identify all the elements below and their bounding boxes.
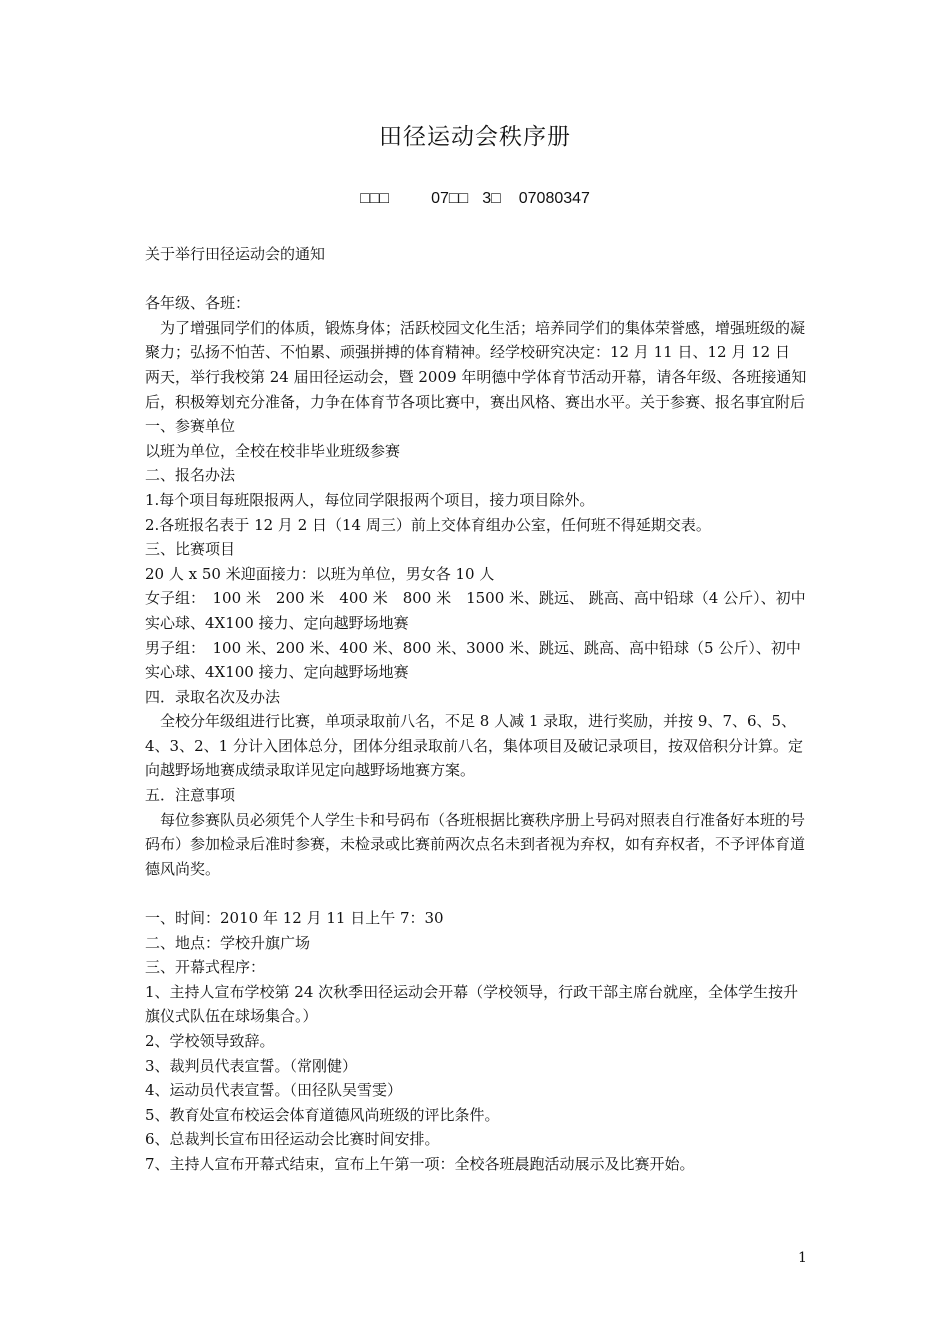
body-paragraph: 全校分年级组进行比赛，单项录取前八名，不足 8 人减 1 录取，进行奖励，并按 9、7、6、5、4、3、2、1 分计入团体总分，团体分组录取前八名，集体项目及破记录项目，按双倍积分计算。定向越野场地赛成绩录取详见定向越野场地赛方案。 <box>145 712 803 780</box>
section-heading: 四．录取名次及办法 <box>145 687 281 706</box>
author-name: □□□ <box>360 190 390 207</box>
author-class: 07□□ <box>431 190 469 207</box>
body-line: 男子组： 100 米、200 米、400 米、800 米、3000 米、跳远、跳高、高中铅球（5 公斤）、初中实心球、4X100 接力、定向越野场地赛 <box>145 638 801 682</box>
body-line: 1.每个项目每班限报两人，每位同学限报两个项目，接力项目除外。 <box>145 490 595 509</box>
ceremony-step: 6、总裁判长宣布田径运动会比赛时间安排。 <box>145 1130 440 1149</box>
body-paragraph: 每位参赛队员必须凭个人学生卡和号码布（各班根据比赛秩序册上号码对照表自行准备好本班的号码布）参加检录后准时参赛，未检录或比赛前两次点名未到者视为弃权，如有弃权者，不予评体育道德风尚奖。 <box>145 810 806 878</box>
section-heading: 五．注意事项 <box>145 786 236 805</box>
document-body <box>145 242 810 1177</box>
author-number: 3□ <box>482 190 501 207</box>
section-heading: 三、比赛项目 <box>145 540 236 559</box>
ceremony-step: 7、主持人宣布开幕式结束，宣布上午第一项：全校各班晨跑活动展示及比赛开始。 <box>145 1154 695 1173</box>
intro-paragraph: 为了增强同学们的体质，锻炼身体；活跃校园文化生活；培养同学们的集体荣誉感，增强班级的凝聚力；弘扬不怕苦、不怕累、顽强拼搏的体育精神。经学校研究决定：12 月 11 日、12 月 12 日 两天，举行我校第 24 届田径运动会，暨 2009 年明德中学体育节活动开幕，请各年级、各班接通知后，积极筹划充分准备，力争在体育节各项比赛中，赛出风格、赛出水平。关于参赛、报名事宜附后 <box>145 318 807 411</box>
schedule-line: 一、时间：2010 年 12 月 11 日上午 7：30 <box>145 909 444 928</box>
notice-heading: 关于举行田径运动会的通知 <box>145 245 326 263</box>
ceremony-step: 2、学校领导致辞。 <box>145 1032 275 1050</box>
spacer <box>145 267 810 292</box>
ceremony-step: 5、教育处宣布校运会体育道德风尚班级的评比条件。 <box>145 1105 500 1124</box>
student-id: 07080347 <box>518 190 590 207</box>
document-title: 田径运动会秩序册 <box>379 124 571 150</box>
page-number: 1 <box>798 1250 807 1266</box>
section-heading: 一、参赛单位 <box>145 417 236 436</box>
body-line: 2.各班报名表于 12 月 2 日（14 周三）前上交体育组办公室，任何班不得延期交表。 <box>145 515 711 534</box>
ceremony-step: 1、主持人宣布学校第 24 次秋季田径运动会开幕（学校领导，行政干部主席台就座，全体学生按升旗仪式队伍在球场集合。） <box>145 982 799 1026</box>
section-heading: 二、报名办法 <box>145 466 236 485</box>
body-line: 以班为单位，全校在校非毕业班级参赛 <box>145 441 401 460</box>
schedule-line: 三、开幕式程序： <box>145 958 266 977</box>
ceremony-step: 4、运动员代表宣誓。（田径队吴雪雯） <box>145 1081 403 1100</box>
spacer <box>145 881 810 906</box>
author-byline <box>0 190 950 208</box>
body-line: 20 人 x 50 米迎面接力：以班为单位，男女各 10 人 <box>145 564 495 583</box>
ceremony-step: 3、裁判员代表宣誓。（常刚健） <box>145 1056 358 1075</box>
schedule-line: 二、地点：学校升旗广场 <box>145 933 311 952</box>
body-line: 女子组： 100 米 200 米 400 米 800 米 1500 米、跳远、 跳高、高中铅球（4 公斤）、初中实心球、4X100 接力、定向越野场地赛 <box>145 589 806 632</box>
salutation: 各年级、各班： <box>145 294 251 313</box>
